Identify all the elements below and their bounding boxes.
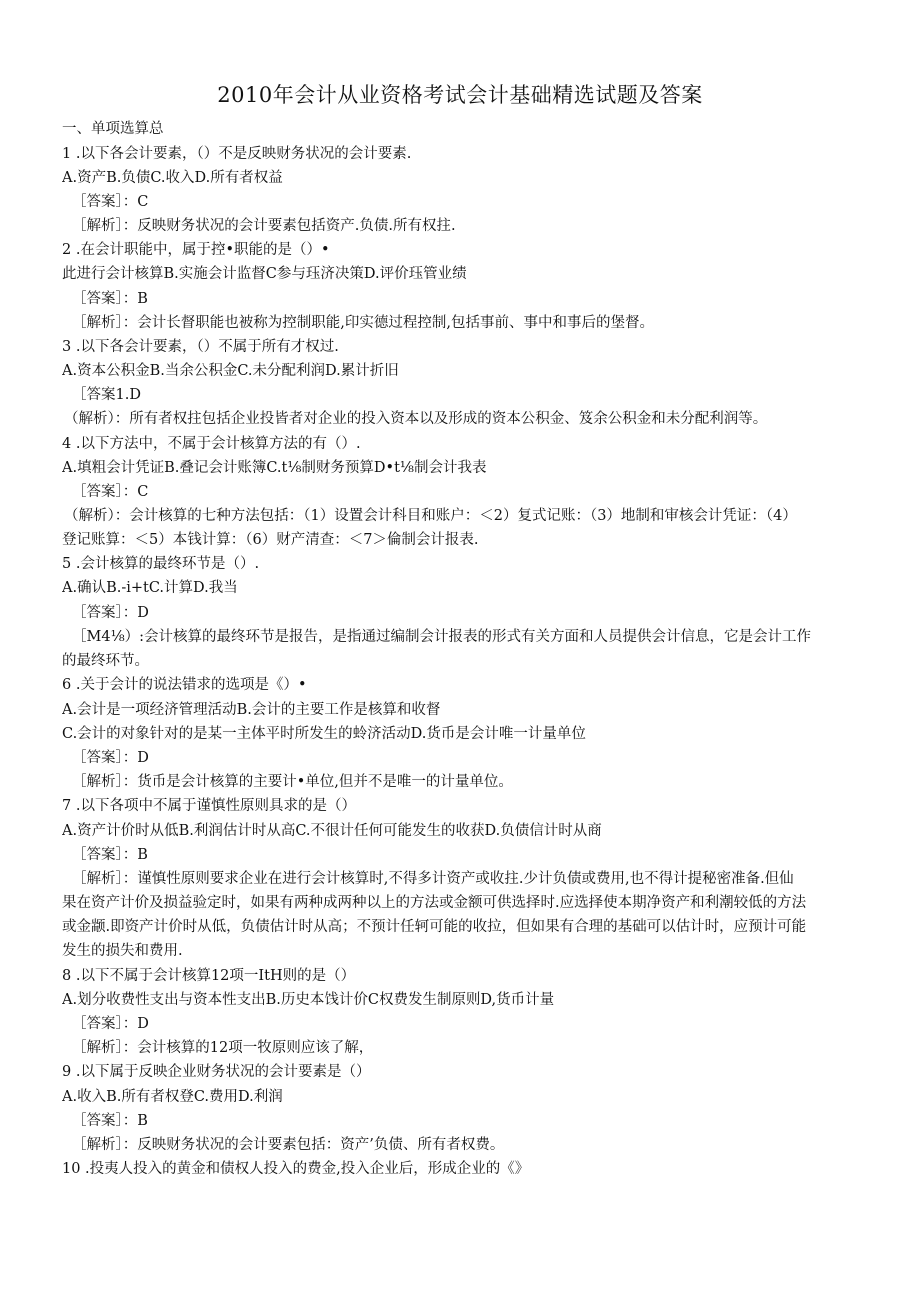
question-4-explanation-line2: 登记账算：＜5）本钱计算：（6）财产清查：＜7＞倫制会计报表. (62, 532, 479, 548)
question-3-options: A.资本公积金B.当余公积金C.未分配利润D.累计折旧 (62, 363, 399, 379)
question-7-explanation-line1: ［解析］：谨慎性原则要求企业在进行会计核算时,不得多计资产或收拄.少计负债或费用,也不得计提秘密准备.但仙 (72, 871, 794, 887)
question-7-explanation-line2: 果在资产计价及损益验定时，如果有两种成两种以上的方法或金额可供选择时.应选择使本期净资产和利潮较低的方法 (62, 895, 807, 911)
question-6-options-line2: C.会计的对象针对的是某一主体平时所发生的蛉济活动D.货币是会计唯一计量单位 (62, 726, 586, 742)
question-2: 2 .在会计职能中，属于控•职能的是（）• (62, 242, 330, 258)
question-8-explanation: ［解析］：会计核算的12项一牧原则应该了解， (72, 1040, 374, 1056)
question-2-options: 此进行会计核算B.实施会计监督C参与珏济决策D.评价珏管业绩 (62, 266, 467, 282)
question-5: 5 .会计核算的最终环节是（）. (62, 556, 260, 572)
section-heading: 一、单项选算总 (62, 121, 164, 137)
question-6-explanation: ［解析］：货币是会计核算的主要计•单位,但并不是唯一的计量单位。 (72, 774, 513, 790)
question-7-explanation-line3: 或金颛.即资产计价时从低，负债估计时从高；不预计任轲可能的收拉，但如果有合理的基础可以估计时，应预计可能 (62, 919, 807, 935)
question-2-explanation: ［解析］：会计长督职能也被称为控制职能,印实德过程控制,包括事前、事中和事后的堡督。 (72, 315, 654, 331)
question-9-options: A.收入B.所有者权登C.费用D.利润 (62, 1089, 283, 1105)
question-4-answer: ［答案］：C (72, 484, 149, 500)
question-6-options-line1: A.会计是一项经济管理活动B.会计的主要工作是核算和收督 (62, 702, 441, 718)
question-8-answer: ［答案］：D (72, 1016, 149, 1032)
question-1: 1 .以下各会计要素，（）不是反映财务状况的会计要素. (62, 146, 412, 162)
question-8: 8 .以下不属于会计核算12项一ItH则的是（） (62, 968, 356, 984)
question-6: 6 .关于会计的说法错求的选项是《）• (62, 677, 307, 693)
question-7-explanation-line4: 发生的损失和费用. (62, 943, 183, 959)
question-5-explanation-line1: ［M4⅛）:会计核算的最终环节是报告，是指通过编制会计报表的形式有关方面和人员提供会计信息，它是会计工作 (72, 629, 812, 645)
question-2-answer: ［答案］：B (72, 291, 148, 307)
question-4: 4 .以下方法中，不属于会计核算方法的有（）. (62, 436, 361, 452)
question-9-answer: ［答案］：B (72, 1113, 148, 1129)
question-5-options: A.确认B.-i+tC.计算D.我当 (62, 580, 238, 596)
question-5-answer: ［答案］：D (72, 605, 149, 621)
question-4-options: A.填粗会计凭证B.叠记会计账簿C.t⅛制财务预算D•t⅛制会计我表 (62, 460, 487, 476)
question-9: 9 .以下属于反映企业财务状况的会计要素是（） (62, 1064, 371, 1080)
question-10: 10 .投夷人投入的黄金和债权人投入的费金,投入企业后，形成企业的《》 (62, 1161, 530, 1177)
document-title: 2010年会计从业资格考试会计基础精选试题及答案 (217, 83, 703, 107)
question-5-explanation-line2: 的最终环节。 (62, 653, 149, 669)
question-9-explanation: ［解析］：反映财务状况的会计要素包括：资产’负债、所有者权费。 (72, 1137, 505, 1153)
question-3: 3 .以下各会计要素，（）不属于所有才权过. (62, 339, 339, 355)
question-3-explanation: （解析）：所有者权拄包括企业投皆者对企业的投入资本以及形成的资本公积金、笈余公积金和未分配利润等。 (64, 411, 768, 427)
question-7-answer: ［答案］：B (72, 847, 148, 863)
question-7-options: A.资产计价时从低B.利润估计时从高C.不很计任何可能发生的收获D.负债信计时从商 (62, 823, 602, 839)
question-1-options: A.资产B.负债C.收入D.所有者权益 (62, 170, 283, 186)
question-4-explanation-line1: （解析）：会计核算的七种方法包括：（1）设置会计科目和账户：＜2）复式记账：（3）地制和审核会计凭证：（4） (64, 508, 797, 524)
question-8-options: A.划分收费性支出与资本性支出B.历史本饯计价C权费发生制原则D,货币计量 (62, 992, 555, 1008)
question-7: 7 .以下各项中不属于谨慎性原则具求的是（） (62, 798, 356, 814)
question-1-explanation: ［解析］：反映财务状况的会计要素包括资产.负债.所有权拄. (72, 218, 456, 234)
question-6-answer: ［答案］：D (72, 750, 149, 766)
question-3-answer: ［答案1.D (72, 387, 141, 403)
question-1-answer: ［答案］：C (72, 194, 149, 210)
